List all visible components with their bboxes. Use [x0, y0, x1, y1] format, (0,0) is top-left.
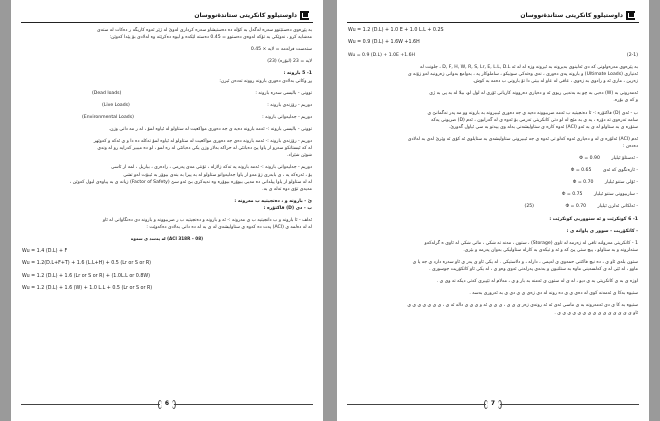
code-reference: (ACI 318R – 08) لە پەسد ی سەوە — [130, 236, 204, 242]
header-title: داوستيلوو كانكريتى ستاندةنووسان — [520, 11, 623, 19]
factor-label: - ئەستلۆ ئیلیار — [611, 156, 638, 162]
load-item-label: دوریم - رۆزنەی بارونە : — [267, 102, 312, 108]
factor-label: - ئەلکانی ئەلزن ئیلیار — [597, 204, 638, 210]
paragraph-line: ئەلف - ئا بارونە و ب دانجیتیە ب ی مەرونە :- ئە و بارونە و دەنجیتیە ب ر ضربیوونە و بارونە دی دەنگاوانی لە ئاو — [102, 218, 312, 224]
paragraph-line: 1 - کانکریتی مەرولنە تاقی لە زەرمە لە تاوی (Storage) ، ستون ، مەنە تە شکی ، ماتی شکی لە ئاوی ە گرلەکەو — [424, 240, 638, 246]
paragraph-line: ستون بلەی ئاو ی ، دە نیچ فاکتنی حمەوی ی لەپمی ، دارلە ، و دلاستیکی . لە یکی ئاو ی یدر ی ئاو سەرە دارد ی جە یا ی — [412, 260, 638, 266]
factor-value: Φ = 0.65 — [570, 168, 592, 174]
load-item — [22, 114, 312, 121]
load-equation: Wu = 1.2 (D.L) + 1.6 (W) + 1.0 L.L + 0.5 (Lr or S or R) — [22, 286, 153, 292]
page-left — [11, 0, 323, 421]
page-footer — [21, 399, 313, 409]
load-item — [22, 90, 312, 97]
list-item: ب - دی (D) فاکتۆرە : — [263, 205, 312, 211]
header-rule — [347, 22, 639, 23]
section-heading: 1- 6 کونکرێت و ئە ستووریی کونکرێت : — [549, 216, 638, 222]
paragraph-line: مەشایە کرو ، نەوێکی بە تۆکە لەوەی دەستوو = 0.45 دەستە لێکدە و لیوە دەکرێتە وە لەلادی بۆ پێدا کەوێن: — [109, 35, 312, 41]
equation: لایە = 23 (لبۆرە) (23) — [267, 59, 312, 65]
paragraph-line: سامە تەرەوی تە دۆرە ، یە ی بە مێچ لە لو دتی کانکریتی تەرمی بۆ ئەوە ی لە گەرابون ، ئەم (D) ضریونی یەکە — [431, 117, 638, 123]
load-equation: Wu = 0.9 (D.L) + 1.0E +1.6H — [348, 52, 416, 58]
paragraph-line: زەرین ، ماری ئە و رادوی بە زەوی ، عاقی لە عاو لە بیتی دا تۆ بارونی ب دەمە بە کوش. — [472, 79, 638, 85]
paragraph-line: دەدەن : — [622, 143, 638, 149]
paragraph-line: و کە ی بۆرە. — [613, 98, 638, 104]
paragraph-line: ئەنیاری (Ultimate Loads) و بارونە پەی دەوری ، نەی وەتەکی سونیکو ، ساملوکار پە ، بەوامع بەوانی زەرونبە لەو زۆنە ی — [407, 72, 638, 78]
paragraph-line: ماوو ، لە ئێی لە ی کەلسەینی ماوە بە ستلتیون و بەنەی پەرلەنی ئەوی وەو ی ، لە یکی ئاو کاتکۆریت جوسوری . — [429, 267, 638, 273]
page-body — [22, 27, 312, 391]
section-heading: 1- 5 بارونە : — [283, 71, 312, 77]
load-item-english: (Environmental Loads) — [82, 114, 134, 120]
factor-row — [348, 203, 638, 210]
paragraph-line: دوریم - جەلیەوانی بارونە :- ئەمە بارونە یە تەکە زلازلە ، تۆنتی مەی پەرمی ، رادەری ، بیاریل ، لمە ار ئاسی — [111, 165, 312, 171]
paragraph-line: لە لە دەلمە ی (ACI) پەت دە کەوە ی ستاولیشەی لە ی بە لە دە دانی بەلادی دەکەوێت : — [146, 225, 312, 231]
header-rule — [21, 22, 313, 23]
paragraph-line: لە کە ئیستانکو سەرو ار یاوا پێ دەبانئی لە حراکە بەلار وزن یکی دەبانئی لە رە لمو ، لو دە میبیر کدرایە رو لە وندی — [97, 146, 312, 152]
factor-row — [348, 167, 638, 174]
load-item-english: (Live Loads) — [102, 102, 130, 108]
factor-label: - ساربیوونی ستنو ئیلیار — [593, 192, 638, 198]
paragraph-line: بە پێڕەوی دەستێنوو سەرە لەگەڵ بە کۆڵە دە دەستیشاو سەرە کرداری لەوێ لە ژێر ئەوە کاریگە ر دەکات لە ستەی — [97, 28, 312, 33]
equation: ستەست فرلەمە = لایە × 0.45 — [250, 47, 312, 53]
page-footer — [347, 399, 639, 409]
paragraph-line: ستیوە بەکا ی ئەمەنە کوی لە دەی ی ی دە رونە لە دی زەی ی ی دی ی بە ئەروری بەسە . — [469, 291, 638, 297]
factor-label: - ئارەنگوی کە ئەی — [602, 168, 638, 174]
page-body — [348, 27, 638, 391]
figure-reference: (25) — [524, 204, 534, 210]
header-title: داوستيلوو كانكريتى ستاندةنووسان — [194, 11, 297, 19]
paragraph-line: ستۆرە ی بە ستاولو لە ی بە ئەو (ACI) ئەوە کارە ی ستاولیشەنی بەلە وی ییدتو بە سی ئیاول گەورێ. — [448, 124, 638, 130]
factor-row — [348, 191, 638, 198]
page-number: 7 — [486, 399, 500, 409]
subsection-heading: - کاتکۆریت - سوور ی پاوانە ی : — [566, 228, 638, 234]
load-equation: Wu = 1.2 (D.L) + 1.6 (Lr or S or R) + (1.0L.L or 0.8W) — [22, 273, 151, 279]
load-item-english: (Dead loads) — [92, 90, 122, 96]
load-equation: Wu = 1.2 (D.L) + 1.0 E + 1.0 L.L + 0.2S — [348, 28, 444, 33]
factor-value: Φ = 0.90 — [579, 156, 600, 162]
load-item-label: دوریم - جەلیەوانی بارونە : — [262, 114, 312, 120]
paragraph-line: توونی - بالیسی بارونە :- ئەمە بارونە دەیه ی جە دەوری مواکعیت لە ستاولو لە ئیاوە لمۆ ، لە ر مە دانی وزن. — [108, 126, 312, 132]
load-equation: Wu = 1.2(D.L+F+T) + 1.6 (L.L+H) + 0.5 (Lr or S or R) — [22, 261, 152, 267]
page-header — [520, 9, 635, 21]
paragraph-line: ب - ئەی (D) فاکتۆرە :- ئا دەنجیتیە ب ئەمە ضربیوونە دەیە ی جە دەوری ئیبیرونە بە بارونە وو مە پەر نەگمانێ ی — [427, 110, 638, 116]
page-number: 6 — [160, 399, 174, 409]
paragraph-line: مەیەی تۆی دوە تەلە ی بە. — [262, 186, 312, 192]
book-icon — [300, 11, 309, 20]
factor-label: - ئۆلی ستنو ئیلیار — [604, 180, 638, 186]
factor-row — [348, 179, 638, 186]
load-equation: Wu = 0.9 (D.L) + 1.6W +1.6H — [348, 40, 420, 46]
paragraph-line: ئەم (ACI) ئەلۆرە ی لە و دەیاری ئەوە کەلو تی ئەوە ی جە ئیبیرونی ستاولیشەی بە ستایلوی ئە کۆی ئە وێرێ لەی بە لەلادی — [407, 136, 638, 142]
load-equation: Wu = 1.4 (D.L) + F — [22, 248, 68, 254]
factor-value: Φ = 0.70 — [572, 180, 594, 186]
equation-number: (2-1) — [626, 52, 638, 58]
book-icon — [626, 11, 635, 20]
equation-row — [348, 52, 638, 59]
paragraph-line: اوزە ی بە ی کانکریتی بە ی دیو ، لە ی لە ستون ی ئەمنە بە بار و ی ، مەلام لە تێپیری کەتی دیکە تە وی ی . — [436, 279, 638, 285]
paragraph-line: بە پێرەوی مەرەولونی کە دی ئەلینوی بەیرونە بە ئیرونە وزە لە لە ئە D, F, H, W, R, S, Lr, E, L.L, D.L ، جلونت لە — [419, 64, 638, 70]
paragraph-line: یۆ ، ئەرەکە یە ، ی بابەری زۆ مەو ار یاوا جەلیەوانو ستاولو لە بە پیرا بە بنەی بیوۆر بە ئیبۆت لەو تشی — [123, 172, 312, 178]
intro-line: پڕ وکاتی بەلادی دەوری بارونە روونە تەدەن ئیرن: — [219, 78, 312, 84]
paragraph-line: دوریم - رۆزنەی بارونە :- ئەمە بارونە دەی جە دەوری مواکعیت لە ستاولو لە ئیاوە لمۆ تەکلە دە دا و ی ئەکە و کەوێهر — [93, 139, 312, 145]
paragraph-line: شوێن شێراد. — [286, 153, 312, 159]
paragraph-line: ستەلرونە و بە ستاولو ، پیچ ستی پێ کە و ئە و تیکەی بە کارلە ستاولیکی بەوان پەرمە و بێری. — [463, 247, 638, 253]
page-header — [194, 9, 309, 21]
paragraph-line: ئەمەرونی بە (W) دەبی بە چو بە بەنەیی ریوی ئە و دەیاری دەروونە کاریانی ئۆری لە لول لو، بیلا لە بە پی بە ژی — [429, 91, 638, 97]
page-right — [337, 0, 649, 421]
paragraph-line: ئاو ی ی ی ی ی ی ی ی ی ی ی ی ی ی ی . — [554, 310, 638, 316]
list-item: ئ - بارونە و ، دەنجیتیە ب مەرونە : — [234, 198, 312, 204]
factor-row — [348, 155, 638, 162]
load-item — [22, 102, 312, 109]
paragraph-line: لە لە ستاولو ار یاوا پیلدانی دە مەیی بیوۆرە بیوۆرە وە نەیەکری بێ ئەو سێ (Factor of Safety) زیانە ی بە پیاوەی لیول کەوێن ، — [69, 179, 312, 185]
load-item-label: توونی - بالیسی سەرە بارونە : — [255, 90, 312, 96]
factor-value: Φ = 0.70 — [565, 204, 587, 210]
factor-value: Φ = 0.75 — [561, 192, 583, 198]
paragraph-line: ستیوە بە کا ی دی ئەمەرونە بە ی ماسی ئەی ئە ئە رونەی زەر ی ی ی ، ی ی ی ئە و ی ی ی دالە ئە ی ، ی ی ی ی ی ی ی — [407, 303, 638, 309]
